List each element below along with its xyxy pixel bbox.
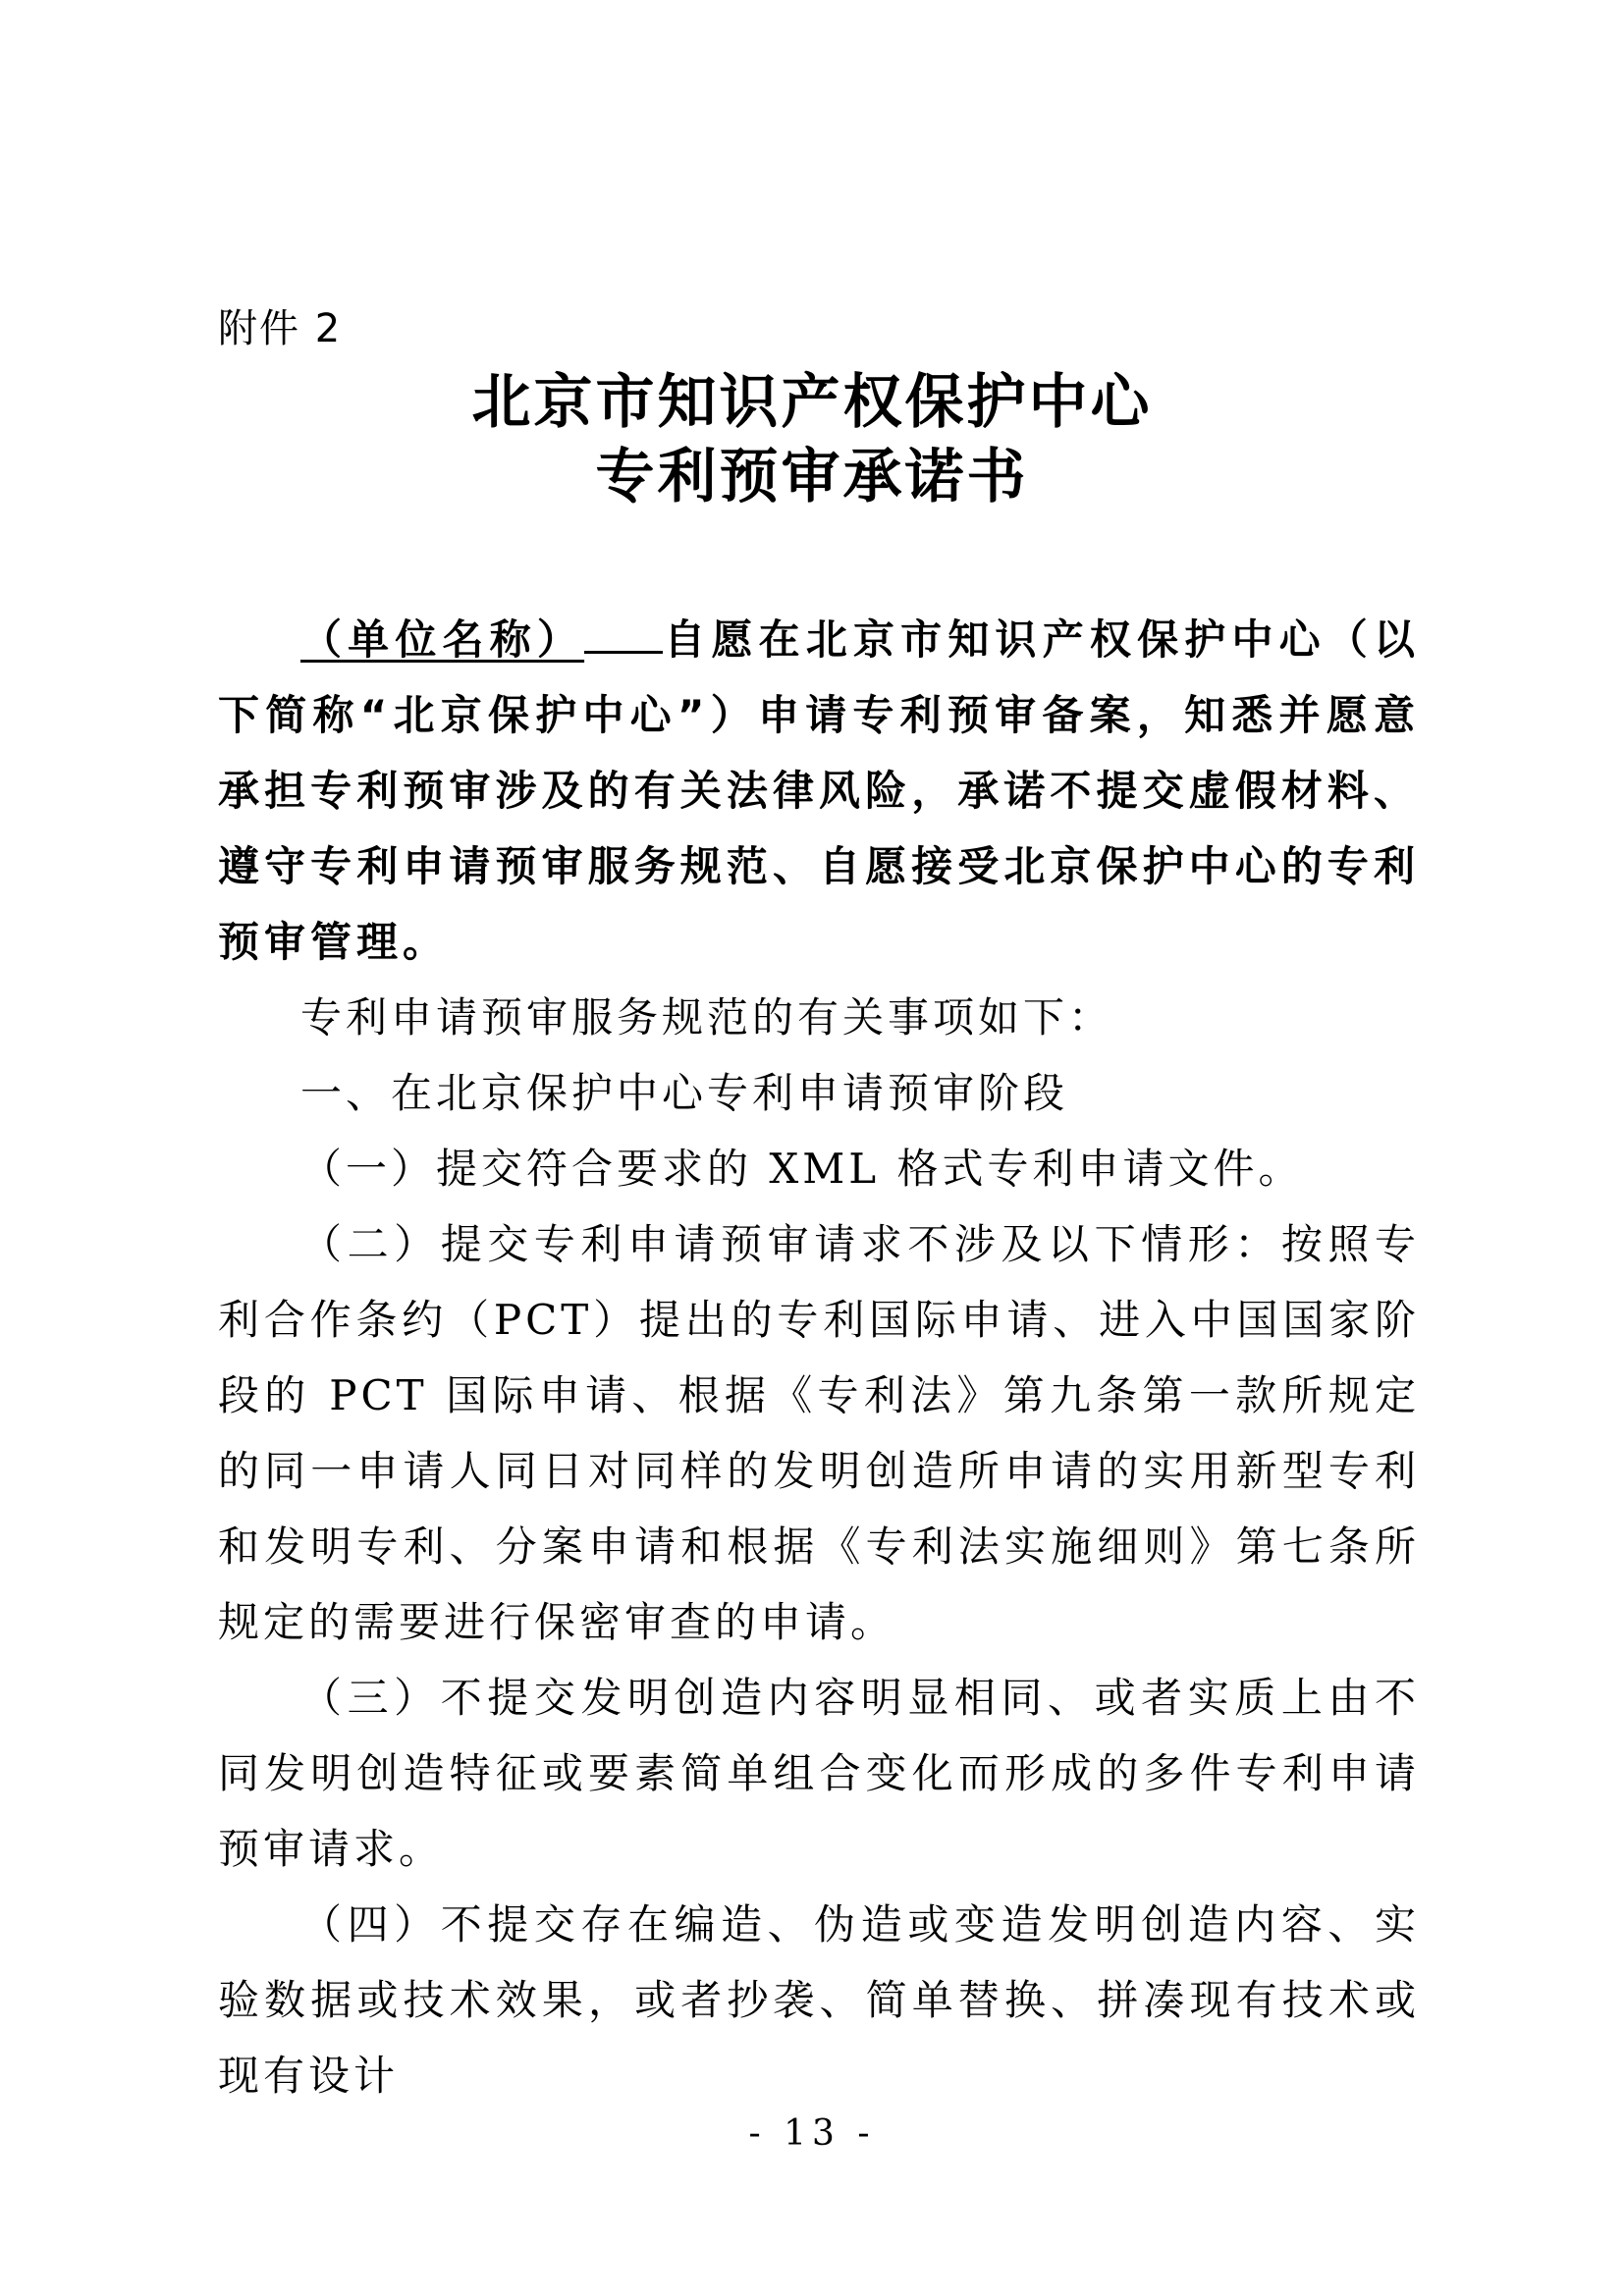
unit-name-underline	[584, 617, 663, 654]
document-body	[218, 602, 1420, 2113]
list-item: （一）提交符合要求的 XML 格式专利申请文件。	[300, 1145, 1304, 1193]
attachment-label: 附件 2	[218, 306, 343, 351]
pledge-paragraph	[218, 602, 1420, 980]
list-item: （二）提交专利申请预审请求不涉及以下情形：按照专利合作条约（PCT）提出的专利国际申请、进入中国国家阶段的 PCT 国际申请、根据《专利法》第九条第一款所规定的同一申请人同日对同样的发明创造所申请的实用新型专利和发明专利、分案申请和根据《专利法实施细则》第七条所规定的需要进行保密审查的申请。	[218, 1220, 1420, 1646]
unit-name-placeholder: （单位名称）	[300, 615, 585, 664]
list-item: （三）不提交发明创造内容明显相同、或者实质上由不同发明创造特征或要素简单组合变化而形成的多件专利申请预审请求。	[218, 1674, 1420, 1873]
section-heading: 一、在北京保护中心专利申请预审阶段	[300, 1069, 1069, 1117]
intro-paragraph: 专利申请预审服务规范的有关事项如下：	[300, 993, 1114, 1041]
list-item: （四）不提交存在编造、伪造或变造发明创造内容、实验数据或技术效果，或者抄袭、简单替换、拼凑现有技术或现有设计	[218, 1900, 1420, 2100]
document-title-line-2: 专利预审承诺书	[595, 443, 1029, 511]
document-title-line-1: 北京市知识产权保护中心	[471, 368, 1153, 437]
page-number: - 13 -	[748, 2113, 876, 2154]
pledge-text: 自愿在北京市知识产权保护中心（以下简称“北京保护中心”）申请专利预审备案，知悉并愿意承担专利预审涉及的有关法律风险，承诺不提交虚假材料、遵守专利申请预审服务规范、自愿接受北京保护中心的专利预审管理。	[218, 615, 1420, 966]
